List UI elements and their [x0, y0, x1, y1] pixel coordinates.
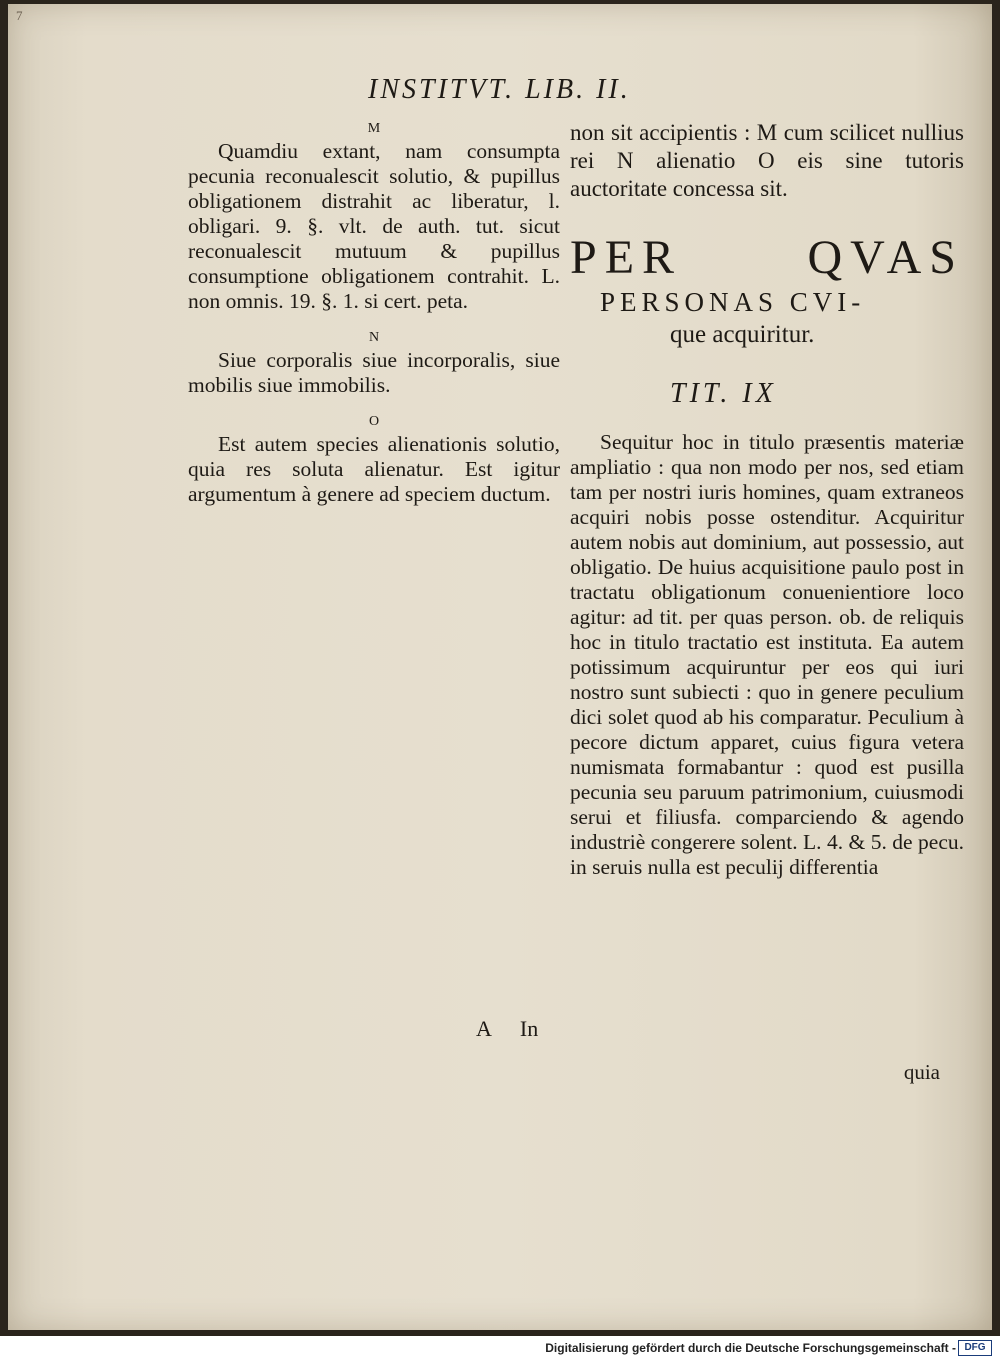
running-head: INSTITVT. LIB. II. — [368, 74, 631, 105]
title-word-quas: QVAS — [807, 231, 964, 284]
title-number: TIT. IX — [670, 378, 777, 409]
dfg-logo: DFG — [958, 1340, 992, 1356]
section-title-line-3: que acquiritur. — [670, 321, 815, 348]
note-paragraph-o: Est autem species alienationis solutio, quia res soluta alienatur. Est igitur argumentum à genere ad speciem ductum. — [188, 432, 560, 506]
page-number: 7 — [16, 8, 23, 23]
note-paragraph-m: Quamdiu extant, nam consumpta pecunia reconualescit solutio, & pupillus obligationem distrahit ac liberatur, l. obligari. 9. §. vlt. de auth. tut. sicut reconualescit mutuum & pupillus consumptione obligationem contrahit. L. non omnis. 19. §. 1. si cert. peta. — [188, 139, 560, 313]
note-paragraph-n: Siue corporalis siue incorporalis, siue mobilis siue immobilis. — [188, 348, 560, 397]
left-catchword: In — [519, 1016, 539, 1041]
section-title-line-2: PERSONAS CVI- — [600, 287, 866, 317]
note-marker-o: O — [368, 414, 380, 429]
right-column — [570, 119, 964, 894]
left-column — [188, 119, 560, 521]
right-catchword: quia — [903, 1060, 940, 1084]
footer-bar — [0, 1336, 1000, 1359]
signature-mark: A — [476, 1016, 492, 1041]
footer-credit: Digitalisierung gefördert durch die Deutsche Forschungsgemeinschaft - — [545, 1341, 956, 1355]
signature-area — [476, 1016, 566, 1042]
title-word-per: PER — [570, 231, 683, 284]
note-marker-n: N — [368, 330, 380, 345]
lead-text: non sit accipientis : M cum scilicet nullius rei N alienatio O eis sine tutoris auctoritate concessa sit. — [570, 120, 964, 201]
body-paragraph: Sequitur hoc in titulo præsentis materiæ ampliatio : qua non modo per nos, sed etiam tam per nostri iuris homines, quam extraneos acquiri nobis posse ostenditur. Acquiritur autem nobis aut dominium, aut possessio, aut obligatio. De huius acquisitione paulo post in tractatu obligationum conuenientiore loco agitur: ad tit. per quas person. ob. de reliquis hoc in titulo tractatio est instituta. Ea autem potissimum acquiruntur per eos qui iuri nostro sunt subiecti : quo in genere peculium dici solet quod ab his comparatur. Peculium à pecore dictum apparet, cuius figura vetera numismata formabantur : quod est pusilla pecunia seu paruum patrimonium, cuiusmodi serui et filiusfa. comparciendo & agendo industriè congerere solent. L. 4. & 5. de pecu. in seruis nulla est peculij differentia — [570, 430, 964, 879]
note-marker-m: M — [367, 121, 381, 136]
section-title-line-1 — [570, 233, 964, 283]
book-page — [8, 4, 992, 1330]
